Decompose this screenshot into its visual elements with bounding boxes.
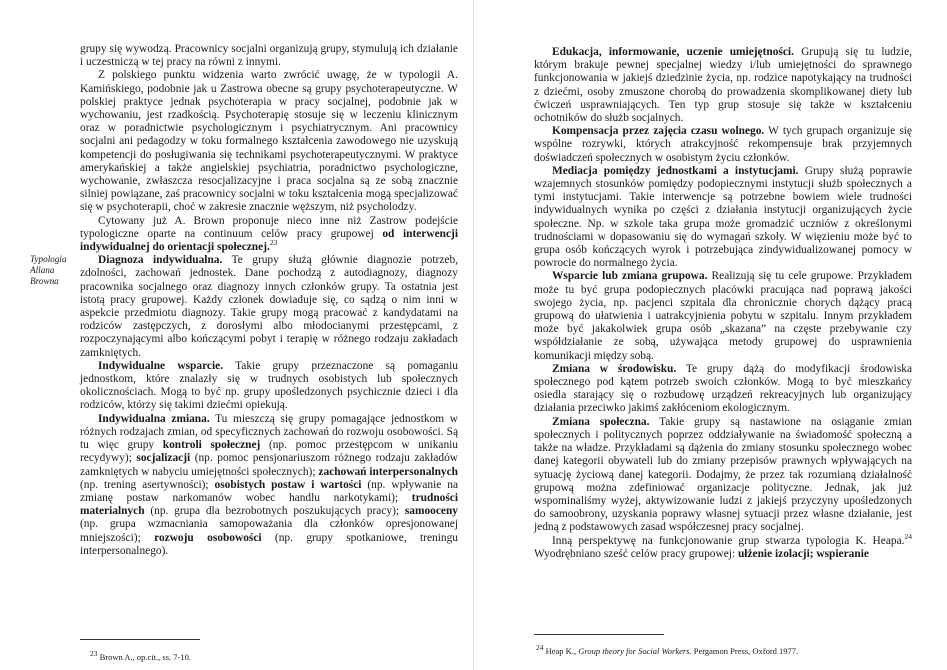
- text-run: (np. grupa dla bezrobotnych poszukujących pracy);: [144, 505, 405, 518]
- bold-term: rozwoju osobowości: [154, 531, 262, 544]
- paragraph: [534, 165, 912, 271]
- bold-term: od interwencji indywidualnej do orientacji społecznej.: [80, 227, 458, 254]
- footnote-text: Brown A., op.cit., ss. 7-10.: [99, 652, 191, 662]
- footnote-rule: [534, 634, 664, 635]
- text-run: grupy się wywodzą. Pracownicy socjalni organizują grupy, stymulują ich działanie i uczestniczą w tej pracy na równi z innymi.: [80, 43, 458, 69]
- bold-term: Mediacja pomiędzy jednostkami a instytucjami.: [552, 164, 799, 177]
- text-run: Tu mieszczą się grupy pomagające jednostkom w różnych rodzajach zmian, od specyficznych zachowań do rozwoju osobowości. Są tu więc grupy: [80, 412, 458, 452]
- paragraph: [534, 125, 912, 165]
- footnote-text-title: Group theory for Social Workers.: [578, 646, 692, 656]
- text-run: Takie grupy przeznaczone są pomaganiu jednostkom, które znalazły się w trudnych osobistych lub społecznych okolicznościach. Mogą to być np. grupy upośledzonych psychicznie dzieci i dla rodziców, którzy się takimi dziećmi opiekują.: [80, 359, 458, 412]
- paragraph: [534, 416, 912, 535]
- bold-term: Edukacja, informowanie, uczenie umiejętności.: [552, 46, 794, 58]
- text-run: Te grupy dążą do modyfikacji środowiska społecznego pod kątem potrzeb swoich członków. Mogą to być mieszkańcy osiedla starający się o rozbudowę urządzeń rekreacyjnych lub organizujący działania przeciwko jakimś zakłóceniom ekologicznym.: [534, 362, 913, 415]
- right-page-body: [534, 46, 912, 561]
- paragraph: [80, 215, 458, 255]
- footnote-text-author: Heap K.,: [545, 646, 579, 656]
- bold-term: osobistych postaw i wartości: [214, 478, 362, 491]
- footnote-number: 23: [90, 649, 98, 659]
- bold-term: Kompensacja przez zajęcia czasu wolnego.: [552, 125, 765, 138]
- text-run: Wyodrębniano sześć celów pracy grupowej:: [534, 547, 738, 560]
- bold-term: Zmiana społeczna.: [552, 415, 650, 428]
- bold-term: Diagnoza indywidualna.: [98, 254, 223, 267]
- paragraph: [534, 270, 912, 362]
- text-run: (np. grupy spotkaniowe, treningu interpersonalnego).: [80, 531, 458, 557]
- paragraph: [534, 531, 912, 561]
- bold-term: ułżenie izolacji; wspieranie: [737, 547, 869, 560]
- text-run: Grupy służą poprawie wzajemnych stosunków pomiędzy podopiecznymi instytucji służb społecznych a tymi instytucjami. Takie interwencje są potrzebne bowiem wiele trudności indywidualnych wynika po części z działania instytucji organizujących życie społeczne. Np. w szkole taka grupa może gromadzić uczniów z określonymi trudnościami w dopasowaniu się do wymagań szkoły. W więzieniu może być to grupa osób kończących wyrok i potrzebująca zindywidualizowanej pomocy w powrocie do normalnego życia.: [534, 164, 912, 270]
- bold-term: trudności materialnych: [80, 491, 458, 518]
- bold-term: kontroli społecznej: [162, 439, 261, 452]
- footnote-ref: 24: [904, 531, 912, 541]
- bold-term: samooceny: [404, 505, 458, 518]
- paragraph: [80, 254, 458, 360]
- paragraph: [80, 360, 458, 413]
- text-run: Cytowany już A. Brown proponuje nieco inne niż Zastrow podejście typologiczne oparte na continuum celów pracy grupowej: [80, 214, 458, 240]
- bold-term: Wsparcie lub zmiana grupowa.: [552, 270, 708, 283]
- footnote-23: [90, 649, 191, 662]
- text-run: (np. pomoc pensjonariuszom różnego rodzaju zakładów zamkniętych w nabyciu umiejętności społecznych);: [80, 452, 458, 478]
- text-run: W tych grupach organizuje się wspólne rozrywki, których atrakcyjność rekompensuje brak przyjemnych doświadczeń społecznych w osobistym życiu członków.: [534, 125, 912, 164]
- bold-term: Indywidualna zmiana.: [98, 412, 210, 425]
- text-run: (np. pomoc przestępcom w unikaniu recydywy);: [80, 439, 459, 465]
- text-run: (np. trening asertywności);: [80, 478, 215, 491]
- footnote-number: 24: [536, 643, 544, 653]
- bold-term: socjalizacji: [136, 452, 191, 465]
- footnote-text-publisher: Pergamon Press, Oxford 1977.: [691, 646, 799, 656]
- footnote-ref: 23: [269, 238, 278, 248]
- bold-term: zachowań interpersonalnych: [318, 465, 458, 478]
- paragraph: [534, 46, 912, 125]
- bold-term: Zmiana w środowisku.: [552, 362, 677, 375]
- margin-note: Typologia Allana Browna: [30, 254, 67, 286]
- left-page-body: [80, 43, 458, 558]
- text-run: Z polskiego punktu widzenia warto zwrócić uwagę, że w typologii A. Kamińskiego, podobnie jak u Zastrowa obecne są grupy psychoterapeutyczne. W polskiej praktyce jednak psychoterapia w pracy socjalnej, podobnie jak w wychowaniu, jest rzadkością. Psychoterapię stosuje się w leczeniu klinicznym oraz w poradnictwie psychologicznym i psychiatrycznym. Ani pracownicy socjalni ani pedagodzy w toku formalnego kształcenia zawodowego nie uzyskują kompetencji do posługiwania się technikami psychoterapeutycznymi. W praktyce amerykańskiej a także angielskiej psychiatria, poradnictwo psychologiczne, wychowanie, zwłaszcza resocjalizacyjne i praca socjalna są ze sobą znacznie silniej powiązane, zaś pracownicy socjalni w toku kształcenia mogą specjalizować się w psychoterapii, choć w zakresie znacznie węższym, niż psycholodzy.: [80, 69, 458, 214]
- paragraph: [80, 69, 458, 214]
- text-run: Te grupy służą głównie diagnozie potrzeb, zdolności, zachowań jednostek. Dane pochodzą z autodiagnozy, diagnozy pracownika socjalnego oraz diagnozy innych członków grupy. Ta ostatnia jest istotą pracy grupowej. Każdy członek dowiaduje się, co sądzą o nim inni w aspekcie przedmiotu diagnozy. Takie grupy mogą pracować z kandydatami na rodziców zastępczych, z dorosłymi albo młodocianymi przestępcami, z rozpoczynającymi albo kończącymi pobyt i terapię w różnego rodzaju zakładach zamkniętych.: [80, 254, 458, 359]
- text-run: Takie grupy są nastawione na osiąganie zmian społecznych i politycznych poprzez oddziaływanie na świadomość społeczną a także na władze. Przykładami są dążenia do zmiany stosunku społecznego wobec danej kategorii obywateli lub do zmiany przepisów prawnych wpływających na sytuację życiową danej kategorii. Dodajmy, że przez tak rozumianą działalność grupową można zdefiniować organizacje polityczne. Jednak, jak już wspominaliśmy wyżej, aktywizowanie ludzi z jakiejś przyczyny upośledzonych do samoobrony, uzyskania poprawy własnej sytuacji przez własne działanie, jest jedną z podstawowych zasad współczesnej pracy socjalnej.: [534, 415, 912, 534]
- right-page: [474, 0, 947, 670]
- paragraph: [80, 413, 458, 558]
- text-run: (np. grupa wzmacniania samopoważania dla członków opresjonowanej mniejszości);: [80, 518, 458, 544]
- bold-term: Indywidualne wsparcie.: [98, 359, 224, 372]
- text-run: Inną perspektywę na funkcjonowanie grup stwarza typologia K. Heapa.: [552, 534, 905, 547]
- text-run: (np. wpływanie na zmianę postaw narkomanów wobec handlu narkotykami);: [80, 478, 459, 504]
- footnote-24: [536, 643, 799, 656]
- footnote-rule: [80, 639, 200, 640]
- text-run: Grupują się tu ludzie, którym brakuje pewnej specjalnej wiedzy i/lub umiejętności do sprawnego funkcjonowania w jakiejś dziedzinie życia, np. rodzice napotykający na trudności z dziećmi, osoby zmuszone chorobą do prowadzenia skomplikowanej diety lub ćwiczeń usprawniających. Ten typ grup stosuje się także w kształceniu ochotników do służb socjalnych.: [534, 46, 912, 125]
- paragraph: [80, 43, 458, 69]
- text-run: Realizują się tu cele grupowe. Przykładem może tu być grupa podopiecznych placówki pracująca nad poprawą jakości swojego życia, np. pacjenci szpitala dla chronicznie chorych dążący pracą grupową do ułatwienia i uatrakcyjnienia pobytu w szpitalu. Innym przykładem może być jakakolwiek grupa osób „skazana” na częste przebywanie czy współdziałanie ze sobą, używająca metody grupowej do usprawnienia komunikacji między sobą.: [534, 270, 912, 362]
- left-page: [0, 0, 473, 670]
- paragraph: [534, 363, 912, 416]
